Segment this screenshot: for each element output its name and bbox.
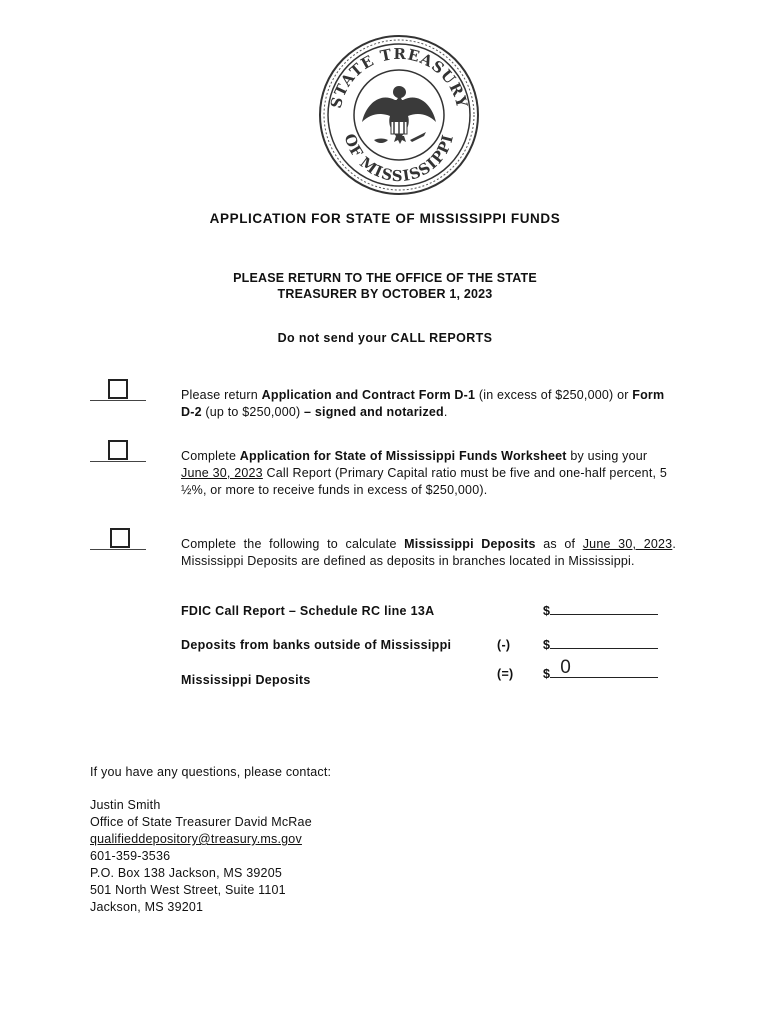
calc-row-3-field[interactable]: $ 0 bbox=[543, 667, 658, 681]
svg-text:OF MISSISSIPPI: OF MISSISSIPPI bbox=[340, 131, 458, 186]
calc-row-1-label: FDIC Call Report – Schedule RC line 13A bbox=[181, 604, 435, 618]
checkbox-line-3 bbox=[90, 549, 146, 550]
contact-phone: 601-359-3536 bbox=[90, 849, 171, 863]
svg-text:STATE TREASURY: STATE TREASURY bbox=[326, 44, 472, 111]
contact-office: Office of State Treasurer David McRae bbox=[90, 815, 312, 829]
contact-intro: If you have any questions, please contact: bbox=[90, 765, 332, 779]
return-line-2: TREASURER BY OCTOBER 1, 2023 bbox=[277, 287, 493, 301]
page-title: APPLICATION FOR STATE OF MISSISSIPPI FUNDS bbox=[209, 211, 561, 226]
contact-email-link[interactable]: qualifieddepository@treasury.ms.gov bbox=[90, 832, 302, 846]
return-line-1: PLEASE RETURN TO THE OFFICE OF THE STATE bbox=[233, 271, 537, 285]
checkbox-item-2[interactable] bbox=[108, 440, 128, 460]
calc-row-3-label: Mississippi Deposits bbox=[181, 673, 311, 687]
instruction-item-3: Complete the following to calculate Mississippi Deposits as of June 30, 2023. Mississippi Deposits are defined as deposits in branches located in Mississippi. bbox=[181, 537, 676, 568]
state-treasury-seal bbox=[318, 34, 480, 196]
checkbox-item-1[interactable] bbox=[108, 379, 128, 399]
mississippi-deposits-value: 0 bbox=[560, 657, 572, 678]
contact-city: Jackson, MS 39201 bbox=[90, 900, 204, 914]
seal-graphic bbox=[318, 34, 480, 196]
instruction-item-1: Please return Application and Contract Form D-1 (in excess of $250,000) or Form D-2 (up to $250,000) – signed and notarized. bbox=[181, 388, 665, 419]
no-call-reports-note: Do not send your CALL REPORTS bbox=[277, 331, 493, 345]
calc-row-2-operator: (-) bbox=[497, 638, 511, 652]
checkbox-item-3[interactable] bbox=[110, 528, 130, 548]
contact-street: 501 North West Street, Suite 1101 bbox=[90, 883, 286, 897]
return-instructions bbox=[0, 270, 770, 302]
contact-po-box: P.O. Box 138 Jackson, MS 39205 bbox=[90, 866, 282, 880]
calc-row-1-field[interactable]: $ bbox=[543, 604, 658, 618]
calc-row-3-operator: (=) bbox=[497, 667, 514, 681]
checkbox-line-1 bbox=[90, 400, 146, 401]
calc-row-2-field[interactable]: $ bbox=[543, 638, 658, 652]
contact-name: Justin Smith bbox=[90, 798, 161, 812]
contact-block bbox=[90, 797, 312, 916]
calc-row-2-label: Deposits from banks outside of Mississippi bbox=[181, 638, 452, 652]
checkbox-line-2 bbox=[90, 461, 146, 462]
instruction-item-2: Complete Application for State of Mississippi Funds Worksheet by using your June 30, 2023 Call Report (Primary Capital ratio must be five and one-half percent, 5 ½%, or more to receive funds in excess of $250,000). bbox=[181, 449, 668, 497]
